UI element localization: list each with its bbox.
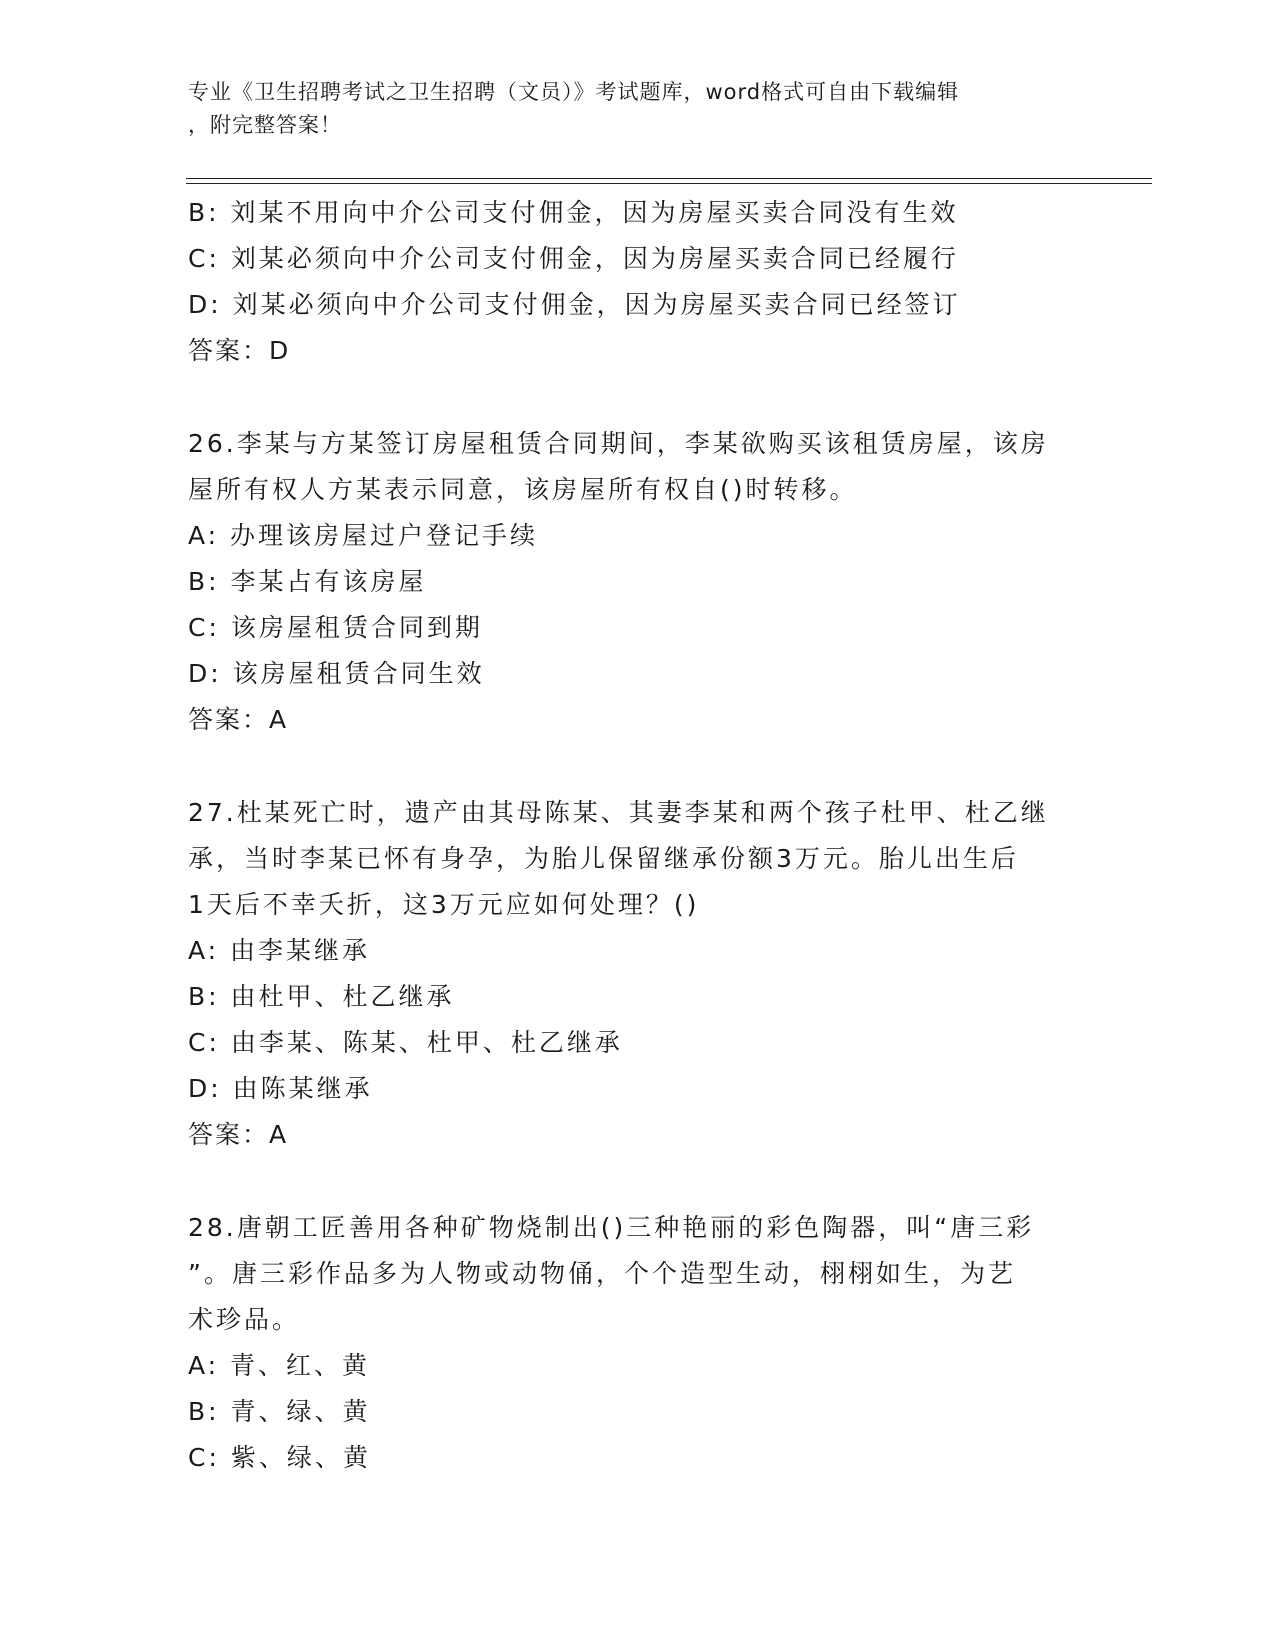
question-stem: 承，当时李某已怀有身孕，为胎儿保留继承份额3万元。胎儿出生后 <box>188 844 1019 873</box>
option-c: C: 该房屋租赁合同到期 <box>188 613 483 642</box>
question-28 <box>188 1205 1078 1481</box>
header-line-1: 专业《卫生招聘考试之卫生招聘（文员）》考试题库，word格式可自由下载编辑 <box>188 80 960 104</box>
answer: 答案：D <box>188 336 291 365</box>
question-stem: ”。唐三彩作品多为人物或动物俑，个个造型生动，栩栩如生，为艺 <box>188 1259 1016 1288</box>
question-stem: 28.唐朝工匠善用各种矿物烧制出()三种艳丽的彩色陶器，叫“唐三彩 <box>188 1213 1035 1242</box>
question-26 <box>188 421 1078 743</box>
question-stem: 27.杜某死亡时，遗产由其母陈某、其妻李某和两个孩子杜甲、杜乙继 <box>188 798 1049 827</box>
option-a: A: 青、红、黄 <box>188 1351 371 1380</box>
question-25 <box>188 190 1078 374</box>
option-b: B: 刘某不用向中介公司支付佣金，因为房屋买卖合同没有生效 <box>188 198 959 227</box>
question-27 <box>188 790 1078 1158</box>
option-b: B: 青、绿、黄 <box>188 1397 371 1426</box>
option-b: B: 由杜甲、杜乙继承 <box>188 982 455 1011</box>
option-a: A: 由李某继承 <box>188 936 371 965</box>
option-c: C: 紫、绿、黄 <box>188 1443 371 1472</box>
document-header <box>188 76 1068 142</box>
spacer <box>188 743 1078 790</box>
spacer <box>188 374 1078 421</box>
question-stem: 屋所有权人方某表示同意，该房屋所有权自()时转移。 <box>188 475 858 504</box>
header-rule-top <box>186 178 1152 179</box>
question-stem: 26.李某与方某签订房屋租赁合同期间，李某欲购买该租赁房屋，该房 <box>188 429 1049 458</box>
option-c: C: 由李某、陈某、杜甲、杜乙继承 <box>188 1028 623 1057</box>
document-body <box>188 190 1078 1481</box>
option-d: D: 该房屋租赁合同生效 <box>188 659 485 688</box>
option-a: A: 办理该房屋过户登记手续 <box>188 521 539 550</box>
answer: 答案：A <box>188 1120 289 1149</box>
answer: 答案：A <box>188 705 289 734</box>
header-rule-bottom <box>186 183 1152 184</box>
option-d: D: 刘某必须向中介公司支付佣金，因为房屋买卖合同已经签订 <box>188 290 961 319</box>
header-line-2: ，附完整答案！ <box>188 113 342 137</box>
option-d: D: 由陈某继承 <box>188 1074 373 1103</box>
option-b: B: 李某占有该房屋 <box>188 567 427 596</box>
option-c: C: 刘某必须向中介公司支付佣金，因为房屋买卖合同已经履行 <box>188 244 959 273</box>
question-stem: 术珍品。 <box>188 1305 301 1334</box>
question-stem: 1天后不幸夭折，这3万元应如何处理？() <box>188 890 700 919</box>
spacer <box>188 1158 1078 1205</box>
